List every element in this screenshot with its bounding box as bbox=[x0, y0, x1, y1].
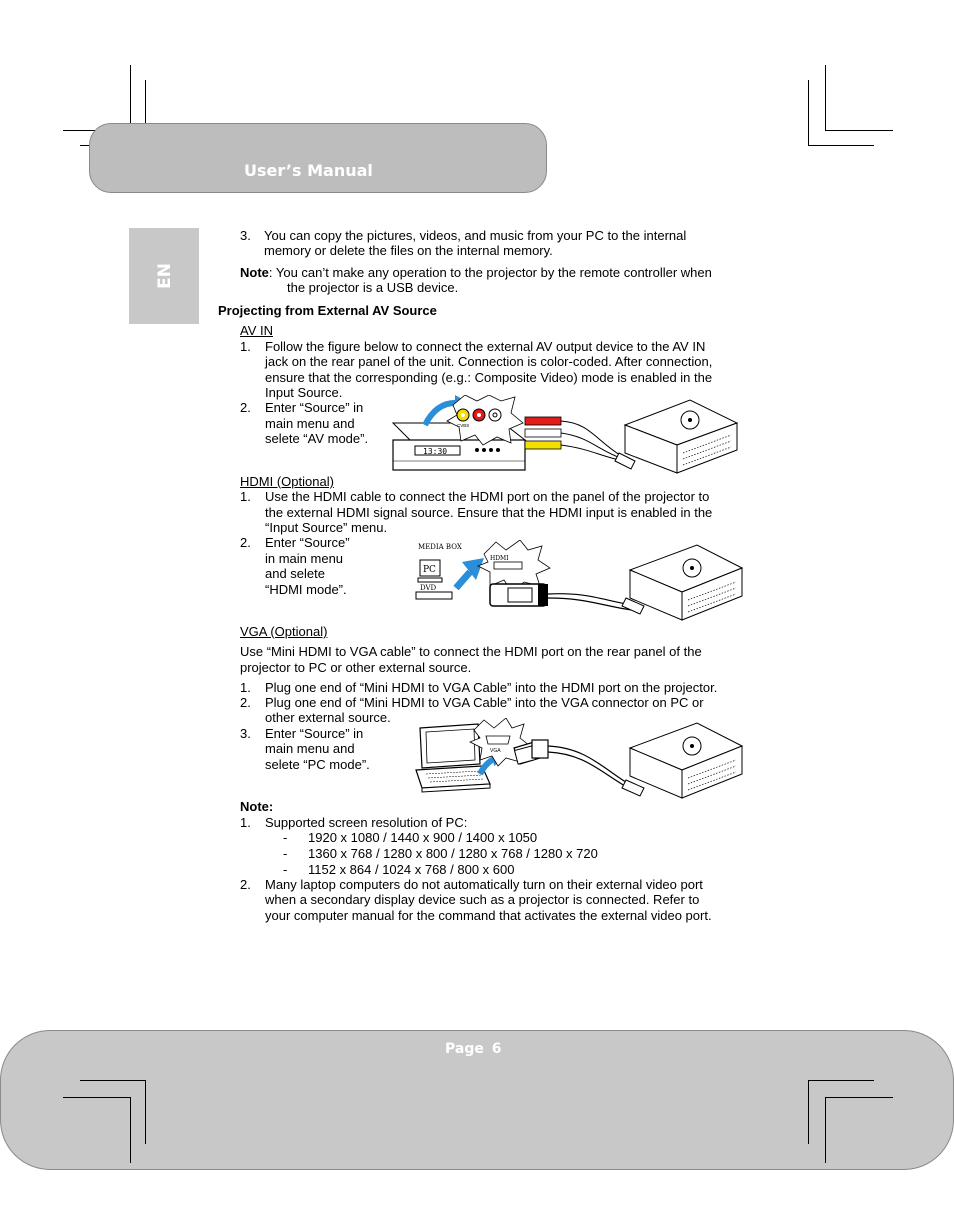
section-title: Projecting from External AV Source bbox=[218, 303, 437, 318]
crop-mark bbox=[145, 1080, 146, 1144]
hdmi-step2-line: “HDMI mode”. bbox=[265, 582, 347, 597]
header-bar bbox=[89, 123, 547, 193]
vga-intro-line: projector to PC or other external source. bbox=[240, 660, 472, 675]
note-heading: Note: bbox=[240, 799, 274, 814]
hdmi-step2-line: and selete bbox=[265, 566, 325, 581]
list-number: 2. bbox=[240, 877, 251, 892]
language-label: EN bbox=[155, 263, 175, 289]
dash: - bbox=[283, 846, 288, 861]
av-step1-line: Input Source. bbox=[265, 385, 343, 400]
vga-heading: VGA (Optional) bbox=[240, 624, 328, 639]
crop-mark bbox=[808, 80, 809, 145]
av-connection-figure bbox=[385, 395, 745, 480]
projector-icon bbox=[630, 545, 742, 620]
note-line: the projector is a USB device. bbox=[287, 280, 459, 295]
projector-icon bbox=[630, 723, 742, 798]
vga-step3-line: Enter “Source” in bbox=[265, 726, 364, 741]
hdmi-step1-line: the external HDMI signal source. Ensure that the HDMI input is enabled in the bbox=[265, 505, 713, 520]
list-number: 2. bbox=[240, 695, 251, 710]
jack-label: CVBS bbox=[457, 423, 470, 428]
crop-mark bbox=[808, 1080, 874, 1081]
list-number: 1. bbox=[240, 680, 251, 695]
header-title: User’s Manual bbox=[244, 161, 373, 180]
vga-step2-line: Plug one end of “Mini HDMI to VGA Cable” into the VGA connector on PC or bbox=[265, 695, 704, 710]
crop-mark bbox=[63, 1097, 131, 1098]
note2-line: your computer manual for the command that activates the external video port. bbox=[265, 908, 712, 923]
crop-mark bbox=[825, 130, 893, 131]
page-number: Page 6 bbox=[445, 1041, 502, 1057]
crop-mark bbox=[808, 1080, 809, 1144]
list-number: 2. bbox=[240, 400, 251, 415]
note-label: Note bbox=[240, 265, 269, 280]
hdmi-step2-line: Enter “Source” bbox=[265, 535, 350, 550]
crop-mark bbox=[825, 1097, 826, 1163]
av-step2-line: main menu and bbox=[265, 416, 355, 431]
dash: - bbox=[283, 830, 288, 845]
projector-icon bbox=[625, 400, 737, 473]
resolution-line: 1920 x 1080 / 1440 x 900 / 1400 x 1050 bbox=[308, 830, 538, 845]
av-step2-line: selete “AV mode”. bbox=[265, 431, 369, 446]
note2-line: when a secondary display device such as a projector is connected. Refer to bbox=[265, 892, 700, 907]
av-in-heading: AV IN bbox=[240, 323, 273, 338]
hdmi-step1-line: Use the HDMI cable to connect the HDMI port on the panel of the projector to bbox=[265, 489, 710, 504]
resolution-line: 1360 x 768 / 1280 x 800 / 1280 x 768 / 1280 x 720 bbox=[308, 846, 598, 861]
list-number: 2. bbox=[240, 535, 251, 550]
pc-label: PC bbox=[423, 565, 436, 575]
crop-mark bbox=[80, 1080, 146, 1081]
list-number: 3. bbox=[240, 228, 251, 243]
hdmi-connection-figure bbox=[412, 540, 747, 625]
item3-line: You can copy the pictures, videos, and music from your PC to the internal bbox=[264, 228, 687, 243]
crop-mark bbox=[808, 145, 874, 146]
item3-line: memory or delete the files on the internal memory. bbox=[264, 243, 553, 258]
list-number: 1. bbox=[240, 339, 251, 354]
list-number: 1. bbox=[240, 815, 251, 830]
hdmi-label: HDMI bbox=[490, 555, 509, 562]
hdmi-heading: HDMI (Optional) bbox=[240, 474, 334, 489]
vga-step1-line: Plug one end of “Mini HDMI to VGA Cable” into the HDMI port on the projector. bbox=[265, 680, 718, 695]
hdmi-step2-line: in main menu bbox=[265, 551, 344, 566]
hdmi-step1-line: “Input Source” menu. bbox=[265, 520, 388, 535]
vga-connection-figure bbox=[412, 718, 747, 803]
vga-step3-line: main menu and bbox=[265, 741, 355, 756]
note-text: : You can’t make any operation to the projector by the remote controller when bbox=[268, 265, 712, 280]
note2-line: Many laptop computers do not automatically turn on their external video port bbox=[265, 877, 703, 892]
vga-step3-line: selete “PC mode”. bbox=[265, 757, 370, 772]
resolution-line: 1152 x 864 / 1024 x 768 / 800 x 600 bbox=[308, 862, 515, 877]
crop-mark bbox=[825, 65, 826, 131]
crop-mark bbox=[825, 1097, 893, 1098]
av-step2-line: Enter “Source” in bbox=[265, 400, 364, 415]
media-box-label: MEDIA BOX bbox=[418, 543, 462, 551]
vga-step2-line: other external source. bbox=[265, 710, 391, 725]
note-line bbox=[240, 265, 712, 280]
av-step1-line: ensure that the corresponding (e.g.: Composite Video) mode is enabled in the bbox=[265, 370, 713, 385]
list-number: 1. bbox=[240, 489, 251, 504]
vga-intro-line: Use “Mini HDMI to VGA cable” to connect the HDMI port on the rear panel of the bbox=[240, 644, 702, 659]
av-step1-line: jack on the rear panel of the unit. Connection is color-coded. After connection, bbox=[265, 354, 713, 369]
note1-text: Supported screen resolution of PC: bbox=[265, 815, 468, 830]
av-step1-line: Follow the figure below to connect the external AV output device to the AV IN bbox=[265, 339, 706, 354]
crop-mark bbox=[130, 1097, 131, 1163]
dash: - bbox=[283, 862, 288, 877]
vga-label: VGA bbox=[490, 748, 501, 754]
dvd-label: DVD bbox=[420, 584, 437, 592]
list-number: 3. bbox=[240, 726, 251, 741]
dvd-display: 13:30 bbox=[423, 447, 448, 456]
